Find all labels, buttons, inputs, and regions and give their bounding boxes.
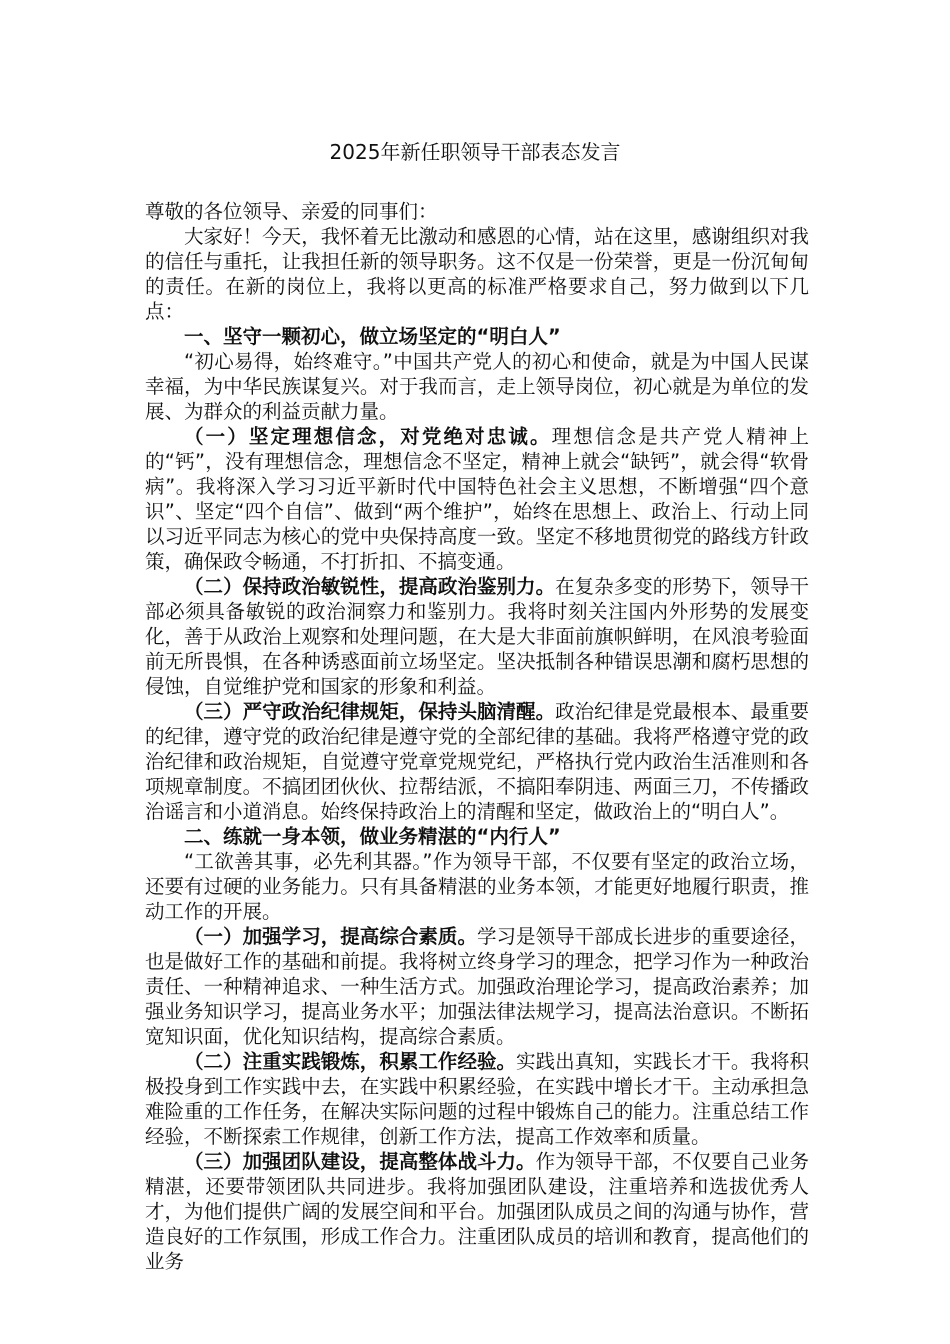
paragraph-lead: （一）加强学习，提高综合素质。 xyxy=(184,925,477,948)
document-title: 2025年新任职领导干部表态发言 xyxy=(329,140,621,164)
salutation: 尊敬的各位领导、亲爱的同事们： xyxy=(145,200,438,223)
paragraph xyxy=(145,574,809,699)
paragraph-lead: （三）加强团队建设，提高整体战斗力。 xyxy=(184,1150,536,1173)
paragraph-text: “工欲善其事，必先利其器。”作为领导干部，不仅要有坚定的政治立场，还要有过硬的业务能力。只有具备精湛的业务本领，才能更好地履行职责，推动工作的开展。 xyxy=(145,850,809,923)
paragraph-text: 作为领导干部，不仅要自己业务精湛，还要带领团队共同进步。我将加强团队建设，注重培养和选拔优秀人才，为他们提供广阔的发展空间和平台。加强团队成员之间的沟通与协作，营造良好的工作氛围，形成工作合力。注重团队成员的培训和教育，提高他们的业务 xyxy=(145,1150,809,1273)
paragraph xyxy=(145,424,809,574)
paragraph-lead: （三）严守政治纪律规矩，保持头脑清醒。 xyxy=(184,700,556,723)
paragraph xyxy=(145,349,809,424)
section-heading: 二、练就一身本领，做业务精湛的“内行人” xyxy=(184,825,561,848)
paragraph-lead: （二）保持政治敏锐性，提高政治鉴别力。 xyxy=(184,575,556,598)
paragraph-lead: （二）注重实践锻炼，积累工作经验。 xyxy=(184,1050,517,1073)
section-heading: 一、坚守一颗初心，做立场坚定的“明白人” xyxy=(184,325,561,348)
paragraph xyxy=(145,1049,809,1149)
paragraph xyxy=(145,1149,809,1274)
paragraph-text: 在复杂多变的形势下，领导干部必须具备敏锐的政治洞察力和鉴别力。我将时刻关注国内外形势的发展变化，善于从政治上观察和处理问题，在大是大非面前旗帜鲜明，在风浪考验面前无所畏惧，在各种诱惑面前立场坚定。坚决抵制各种错误思潮和腐朽思想的侵蚀，自觉维护党和国家的形象和利益。 xyxy=(145,575,809,698)
paragraph-text: 政治纪律是党最根本、最重要的纪律，遵守党的政治纪律是遵守党的全部纪律的基础。我将严格遵守党的政治纪律和政治规矩，自觉遵守党章党规党纪，严格执行党内政治生活准则和各项规章制度。不搞团团伙伙、拉帮结派，不搞阳奉阴违、两面三刀，不传播政治谣言和小道消息。始终保持政治上的清醒和坚定，做政治上的“明白人”。 xyxy=(145,700,809,823)
paragraph-lead: （一）坚定理想信念，对党绝对忠诚。 xyxy=(184,425,552,448)
paragraph-text: 学习是领导干部成长进步的重要途径，也是做好工作的基础和前提。我将树立终身学习的理念，把学习作为一种政治责任、一种精神追求、一种生活方式。加强政治理论学习，提高政治素养；加强业务知识学习，提高业务水平；加强法律法规学习，提高法治意识。不断拓宽知识面，优化知识结构，提高综合素质。 xyxy=(145,925,809,1048)
paragraph-text: 实践出真知，实践长才干。我将积极投身到工作实践中去，在实践中积累经验，在实践中增长才干。主动承担急难险重的工作任务，在解决实际问题的过程中锻炼自己的能力。注重总结工作经验，不断探索工作规律，创新工作方法，提高工作效率和质量。 xyxy=(145,1050,809,1148)
paragraph xyxy=(145,849,809,924)
paragraph xyxy=(145,924,809,1049)
paragraph-text: “初心易得，始终难守。”中国共产党人的初心和使命，就是为中国人民谋幸福，为中华民族谋复兴。对于我而言，走上领导岗位，初心就是为单位的发展、为群众的利益贡献力量。 xyxy=(145,350,809,423)
paragraph-text: 理想信念是共产党人精神上的“钙”，没有理想信念，理想信念不坚定，精神上就会“缺钙”，就会得“软骨病”。我将深入学习习近平新时代中国特色社会主义思想，不断增强“四个意识”、坚定“四个自信”、做到“两个维护”，始终在思想上、政治上、行动上同以习近平同志为核心的党中央保持高度一致。坚定不移地贯彻党的路线方针政策，确保政令畅通，不打折扣、不搞变通。 xyxy=(145,425,809,573)
paragraph xyxy=(145,699,809,824)
paragraph xyxy=(145,224,809,324)
paragraph-text: 大家好！今天，我怀着无比激动和感恩的心情，站在这里，感谢组织对我的信任与重托，让我担任新的领导职务。这不仅是一份荣誉，更是一份沉甸甸的责任。在新的岗位上，我将以更高的标准严格要求自己，努力做到以下几点： xyxy=(145,225,809,323)
document-body xyxy=(145,199,809,1274)
